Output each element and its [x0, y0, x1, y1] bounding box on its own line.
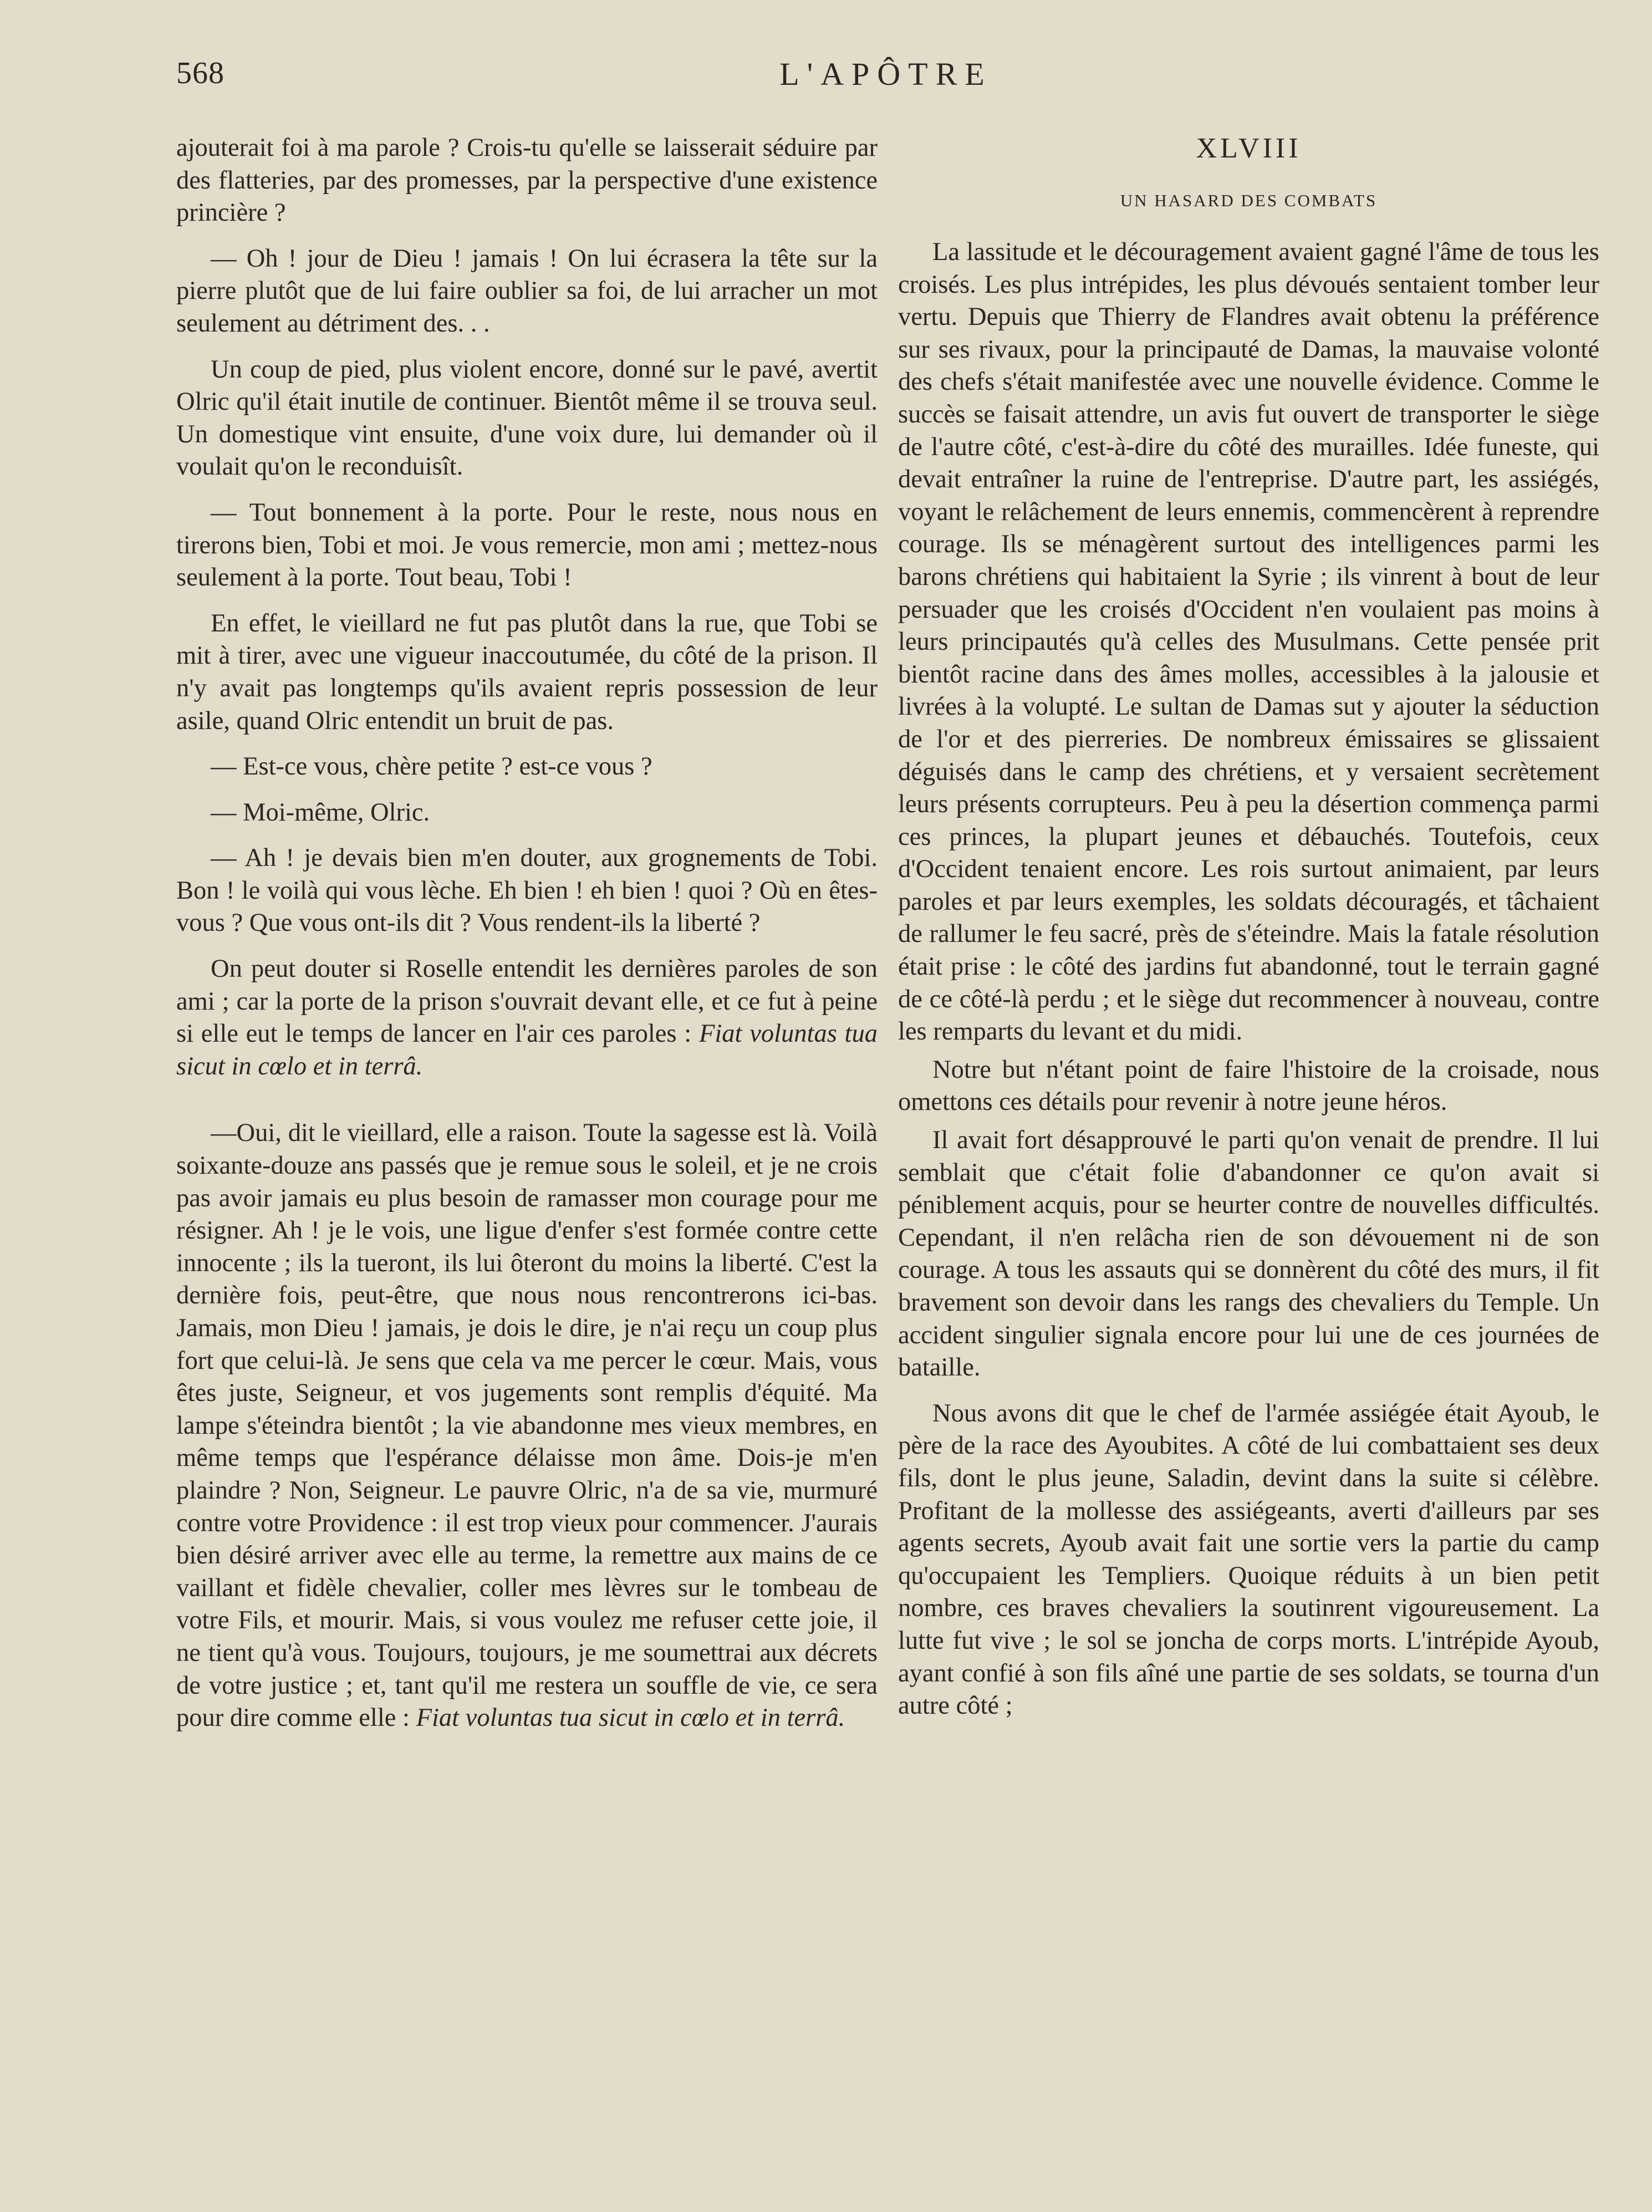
running-title: L'APÔTRE: [779, 56, 992, 92]
page-number: 568: [176, 56, 225, 90]
paragraph: [176, 1117, 878, 1734]
latin-quote: Fiat voluntas tua sicut in cœlo et in terrâ.: [176, 1020, 878, 1080]
chapter-number: XLVIII: [1196, 132, 1302, 164]
chapter-title: UN HASARD DES COMBATS: [1120, 191, 1378, 210]
paragraph: — Oh ! jour de Dieu ! jamais ! On lui écrasera la tête sur la pierre plutôt que de lui faire oublier sa foi, de lui arracher un mot seulement au détriment des. . .: [176, 244, 878, 338]
paragraph: — Ah ! je devais bien m'en douter, aux grognements de Tobi. Bon ! le voilà qui vous lèche. Eh bien ! eh bien ! quoi ? Où en êtes-vous ? Que vous ont-ils dit ? Vous rendent-ils la liberté ?: [176, 844, 878, 937]
right-column: [898, 132, 1599, 1736]
paragraph-text: On peut douter si Roselle entendit les dernières paroles de son ami ; car la porte de la prison s'ouvrait devant elle, et ce fut à peine si elle eut le temps de lancer en l'air ces paroles :: [176, 955, 878, 1048]
paragraph: — Tout bonnement à la porte. Pour le reste, nous nous en tirerons bien, Tobi et moi. Je vous remercie, mon ami ; mettez-nous seulement à la porte. Tout beau, Tobi !: [176, 498, 878, 592]
paragraph: Un coup de pied, plus violent encore, donné sur le pavé, avertit Olric qu'il était inutile de continuer. Bientôt même il se trouva seul. Un domestique vint ensuite, d'une voix dure, lui demander où il voulait qu'on le reconduisît.: [176, 355, 878, 481]
left-column: [176, 132, 878, 1748]
paragraph: ajouterait foi à ma parole ? Crois-tu qu'elle se laisserait séduire par des flatteries, par des promesses, par la perspective d'une existence princière ?: [176, 134, 878, 227]
paragraph: — Moi-même, Olric.: [211, 798, 430, 827]
latin-quote: Fiat voluntas tua sicut in cœlo et in terrâ.: [416, 1704, 845, 1732]
paragraph: Il avait fort désapprouvé le parti qu'on venait de prendre. Il lui semblait que c'était folie d'abandonner ce qu'on avait si péniblement acquis, pour se heurter contre de nouvelles difficultés. Cependant, il n'en relâcha rien de son dévouement ni de son courage. A tous les assauts qui se donnèrent du côté des murs, il fit bravement son devoir dans les rangs des chevaliers du Temple. Un accident singulier signala encore pour lui une de ces journées de bataille.: [898, 1126, 1599, 1382]
paragraph: Notre but n'étant point de faire l'histoire de la croisade, nous omettons ces détails pour revenir à notre jeune héros.: [898, 1055, 1599, 1117]
paragraph: En effet, le vieillard ne fut pas plutôt dans la rue, que Tobi se mit à tirer, avec une vigueur inaccoutumée, du côté de la prison. Il n'y avait pas longtemps qu'ils avaient repris possession de leur asile, quand Olric entendit un bruit de pas.: [176, 609, 878, 735]
paragraph: — Est-ce vous, chère petite ? est-ce vous ?: [211, 752, 652, 781]
paragraph-text: —Oui, dit le vieillard, elle a raison. Toute la sagesse est là. Voilà soixante-douze ans passés que je remue sous le soleil, et je ne crois pas avoir jamais eu plus besoin de ramasser mon courage pour me résigner. Ah ! je le vois, une ligue d'enfer s'est formée contre cette innocente ; ils la tueront, ils lui ôteront du moins la liberté. C'est la dernière fois, peut-être, que nous nous rencontrerons ici-bas. Jamais, mon Dieu ! jamais, je dois le dire, je n'ai reçu un coup plus fort que celui-là. Je sens que cela va me percer le cœur. Mais, vous êtes juste, Seigneur, et vos jugements sont remplis d'équité. Ma lampe s'éteindra bientôt ; la vie abandonne mes vieux membres, en même temps que l'espérance délaisse mon âme. Dois-je m'en plaindre ? Non, Seigneur. Le pauvre Olric, n'a de sa vie, murmuré contre votre Providence : il est trop vieux pour commencer. J'aurais bien désiré arriver avec elle au terme, la remettre aux mains de ce vaillant et fidèle chevalier, coller mes lèvres sur le tombeau de votre Fils, et mourir. Mais, si vous voulez me refuser cette joie, il ne tient qu'à vous. Toujours, toujours, je me soumettrai aux décrets de votre justice ; et, tant qu'il me restera un souffle de vie, ce sera pour dire comme elle :: [176, 1119, 878, 1732]
paragraph: La lassitude et le découragement avaient gagné l'âme de tous les croisés. Les plus intrépides, les plus dévoués sentaient tomber leur vertu. Depuis que Thierry de Flandres avait obtenu la préférence sur ses rivaux, pour la principauté de Damas, la mauvaise volonté des chefs s'était manifestée avec une nouvelle évidence. Comme le succès se faisait attendre, un avis fut ouvert de transporter le siège de l'autre côté, c'est-à-dire du côté des murailles. Idée funeste, qui devait entraîner la ruine de l'entreprise. D'autre part, les assiégés, voyant le relâchement de leurs ennemis, commencèrent à reprendre courage. Ils se ménagèrent surtout des intelligences parmi les barons chrétiens qui habitaient la Syrie ; ils vinrent à bout de leur persuader que les croisés d'Occident n'en voulaient pas moins à leurs principautés qu'à celles des Musulmans. Cette pensée prit bientôt racine dans des âmes molles, accessibles à la jalousie et livrées à la volupté. Le sultan de Damas sut y ajouter la séduction de l'or et des pierreries. De nombreux émissaires se glissaient déguisés dans le camp des chrétiens, et y versaient secrètement leurs présents corrupteurs. Peu à peu la désertion commença parmi ces princes, la plupart jeunes et débauchés. Toutefois, ceux d'Occident tenaient encore. Les rois surtout animaient, par leurs paroles et par leurs exemples, les soldats découragés, et tâchaient de rallumer le feu sacré, près de s'éteindre. Mais la fatale résolution était prise : le côté des jardins fut abandonné, tout le terrain gagné de ce côté-là perdu ; et le siège dut recommencer à nouveau, contre les remparts du levant et du midi.: [898, 238, 1599, 1046]
paragraph: [176, 953, 878, 1083]
running-head: [176, 55, 1595, 111]
paragraph: Nous avons dit que le chef de l'armée assiégée était Ayoub, le père de la race des Ayoubites. A côté de lui combattaient ses deux fils, dont le plus jeune, Saladin, devint dans la suite si célèbre. Profitant de la mollesse des assiégeants, averti d'ailleurs par ses agents secrets, Ayoub avait fait une sortie vers la partie du camp qu'occupaient les Templiers. Quoique réduits à un bien petit nombre, ces braves chevaliers la soutinrent vigoureusement. La lutte fut vive ; le sol se joncha de corps morts. L'intrépide Ayoub, ayant confié à son fils aîné une partie de ses soldats, se tourna d'un autre côté ;: [898, 1399, 1599, 1720]
